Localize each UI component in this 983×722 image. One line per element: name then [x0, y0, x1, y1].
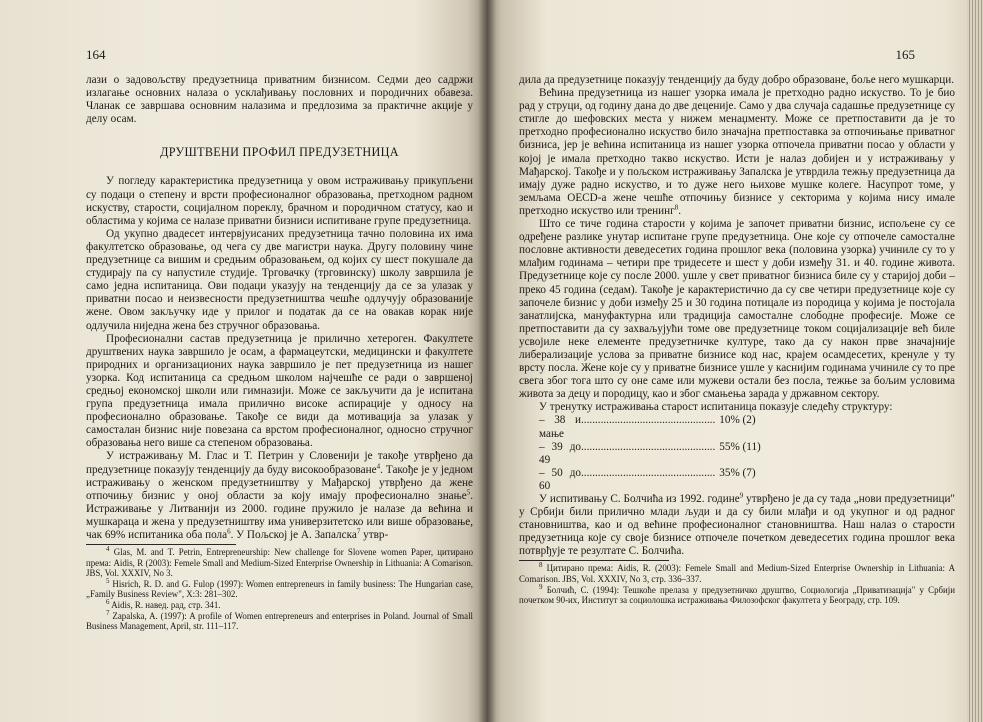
footnote-text: Hisrich, R. D. and G. Fulop (1997): Women entrepreneurs in family business: The Hungarian case, „Family Business Review", X:3: 281–302.	[86, 578, 474, 600]
page-number: 165	[895, 47, 915, 62]
list-item	[539, 467, 955, 493]
age-share: 55% (11)	[719, 440, 761, 453]
text-run: .	[678, 204, 682, 217]
text-run: . Такође је у једном истраживању о женском предузетништву у Мађарској утврђено да жене отпочињу бизнис у оној области за коју имају професионално знање	[86, 463, 473, 502]
footnote-number: 4	[106, 545, 110, 554]
paragraph: дила да предузетнице показују тенденцију да буду добро образоване, боље него мушкарци.	[519, 74, 955, 86]
footnote-ref: 4	[376, 461, 381, 470]
leader-dots: ................................................	[581, 414, 716, 427]
text-run: утвр-	[360, 529, 389, 541]
text-run: . Истраживање у Литванији из 2000. године пружило је налазе да већина и мушкараца и жена у предузетништву има универзитетско или више образовање, чак 69% испитаника оба пола	[86, 489, 473, 541]
footnote-text: Zapalska, A. (1997): A profile of Women entrepreneurs and enterprises in Poland. Journal of Small Business Management, April, str. 111–117.	[86, 610, 473, 632]
footnote	[86, 547, 473, 579]
paragraph: Од укупно двадесет интервјуисаних предузетница тачно половина их има факултетско образовање, од чега су две магистри наука. Другу половину чине предузетнице са вишим и средњим образовањем, од којих су шест покушале да студирају па су напустиле студије. Трговачку (трговинску) школу завршила је само једна испитаница. Ови подаци указују на тенденцију да се за улазак у приватни посао и неизвесности предузетништва чешће одлучују образованије жене. Овом закључку иде у прилог и податак да се на овакав корак није одлучила ниједна жена без стручног образовања.	[86, 227, 473, 332]
right-page	[487, 0, 983, 722]
text-run: . У Пољској је А. Запалска	[230, 529, 357, 541]
left-body	[86, 74, 473, 542]
footnote-number: 5	[106, 576, 110, 585]
footnote-number: 8	[539, 561, 543, 570]
section-heading: ДРУШТВЕНИ ПРОФИЛ ПРЕДУЗЕТНИЦА	[160, 145, 399, 160]
right-body	[519, 74, 955, 558]
left-page	[0, 0, 487, 722]
list-item	[539, 414, 955, 440]
footnote-text: Glas, M. and T. Petrin, Entrepreneurship: New challenge for Slovene women Paper, цитирано према: Aidis, R (2003): Femele Small and Medium-Sized Enterprise Ownership in Lithuania: A Comarison. JBS, Vol. XXXIV, No 3.	[86, 547, 474, 579]
paragraph: Професионални састав предузетница је прилично хетероген. Факултете друштвених наука завршило је осам, а фармацеутски, медицински и факултете природних и организационих наука завршило је пет предузетница из нашег узорка. Код испитаница са средњом школом најчешће се ради о завршеној средњој економској школи или гимназији. Може се закључити да је испитана група предузетница имала прилично високе аспирације у односу на професионално образовање. Такође се види да мотивација за улазак у самосталан бизнис није повезана са врстом професионалног, односно стручног образовања него више са степеном образовања.	[86, 332, 473, 450]
paragraph-with-footnote	[519, 87, 955, 218]
footnote-number: 7	[106, 608, 110, 617]
footnotes	[86, 547, 473, 632]
footnote	[86, 576, 474, 600]
age-range: – 50 до 60	[539, 466, 581, 492]
footnote	[86, 608, 473, 632]
book-gutter	[478, 0, 496, 722]
text-run: Већина предузетница из нашег узорка имала је претходно радно искуство. То је био рад у струци, од годину дана до две деценије. Само у два случаја садашње предузетнице су стигле до шефовских места у нижем менаџменту. Може се претпоставити да је то претходно професионално искуство било значајна претпоставка за отпочињање приватног бизниса, јер је већина испитаница из нашег узорка отпочела приватни посао у области у којој је имала претходно такво искуство. Исти је налаз добијен и у истраживању у Мађарској. Такође и у пољском истраживању Запалска је утврдила тежњу предузетница да имају дуже радно искуство, и то дуже него њихове мушке колеге. Насупрот томе, у земљама OECD-а жене чешће отпочињу бизнисе у секторима у којима нису имале претходно искуство или тренинг	[519, 87, 955, 217]
footnote-text: Болчић, С. (1994): Тешкоће прелаза у предузетничко друштво, Социологија „Приватизација" у Србији почетком 90-их, Институт за социолошка истраживања Филозофског факултета у Београду, стр. 109.	[519, 584, 956, 606]
footnote	[519, 563, 955, 584]
age-share: 10% (2)	[719, 414, 756, 427]
text-run: У истраживању М. Глас и Т. Петрин у Словенији је такође утврђено да предузетнице показују тенденцију да буду високообразоване	[86, 450, 473, 476]
page-edges	[967, 0, 983, 722]
footnote-ref: 9	[739, 491, 744, 500]
leader-dots: ................................................	[581, 466, 716, 479]
footnote-ref: 7	[356, 527, 361, 536]
age-share: 35% (7)	[719, 466, 756, 479]
paragraph-with-footnote	[519, 493, 955, 558]
paragraph: У тренутку истраживања старост испитаница показује следећу структуру:	[539, 401, 893, 414]
footnote-number: 9	[539, 582, 543, 591]
footnote	[86, 600, 473, 611]
footnote-ref: 5	[466, 487, 471, 496]
age-structure-list	[539, 414, 955, 493]
age-range: – 39 до 49	[539, 440, 581, 466]
paragraph: Што се тиче година старости у којима је започет приватни бизнис, испољене су се одређене разлике унутар испитане групе предузетница. Оне које су отпочеле самосталне пословне активности деведесетих година прошлог века (половина узорка) учиниле су то у млађим годинама – четири пре тридесете и шест у доби између 31. и 40. године живота. Предузетнице које су после 2000. ушле у свет приватног бизниса биле су у старијој доби – преко 45 година (седам). Такође је карактеристично да су све четири предузетнице које су започеле бизнис у доби између 25 и 30 година потицале из породица у којима је постојала занатлијска, мануфактурна или традиција самосталне слободне професије. Може се претпоставити да су захваљујући томе ове предузетнице током социјализације већ биле усвојиле неке елементе предузетничке културе, тако да су након прве значајније либерализације услова за приватне бизнисе код нас, крајем осамдесетих, кренуле у ту врсту посла. Жене које су у приватне бизнисе ушле у каснијим годинама учиниле су то пре свега због тога што су оне саме или мужеви остали без посла, тежње за бољим условима живота за децу и породицу, као и због смањења зарада у државном сектору.	[519, 218, 955, 401]
footnote	[519, 582, 956, 606]
footnote-text: Цитирано према: Aidis, R. (2003): Femele Small and Medium-Sized Enterprise Ownership in Lithuania: A Comarison. JBS, Vol. XXXIV, No 3, стр. 336–337.	[519, 563, 955, 585]
page-number: 164	[86, 47, 106, 62]
footnote-ref: 8	[674, 203, 679, 212]
text-run: утврђено је да су тада „нови предузетници" у Србији били прилично млади људи и да су били млађи и од укупног и од радног становништва, као и од већине професионалног становништва. Наш налаз о старости предузетница које су своје бизнисе отпочеле почетком деведесетих година прошлог века потврђује те резултате С. Болчића.	[519, 493, 955, 558]
footnote-ref: 6	[227, 527, 231, 536]
footnote-number: 6	[106, 598, 110, 607]
intro-paragraph: лази о задовољству предузетница приватним бизнисом. Седми део садржи излагање основних налаза о усклађивању пословних и породичних обавеза. Чланак се завршава основним налазима и предлозима за практичне акције у делу осам.	[86, 74, 473, 126]
paragraph-with-footnotes	[86, 450, 473, 542]
leader-dots: ................................................	[581, 440, 716, 453]
paragraph: У погледу карактеристика предузетница у овом истраживању прикупљени су подаци о степену и врсти професионалног образовања, претходном радном искуству, старости, социјалном пореклу, брачном и породичном статусу, као и областима у којима се налазе приватни бизниси испитиване групе предузетница.	[86, 175, 473, 227]
footnotes	[519, 563, 955, 605]
text-run: У испитивању С. Болчића из 1992. године	[539, 493, 740, 505]
footnote-text: Aidis, R. навед. рад, стр. 341.	[111, 600, 221, 611]
age-range: – 38 и мање	[539, 414, 581, 440]
list-item	[539, 441, 955, 467]
